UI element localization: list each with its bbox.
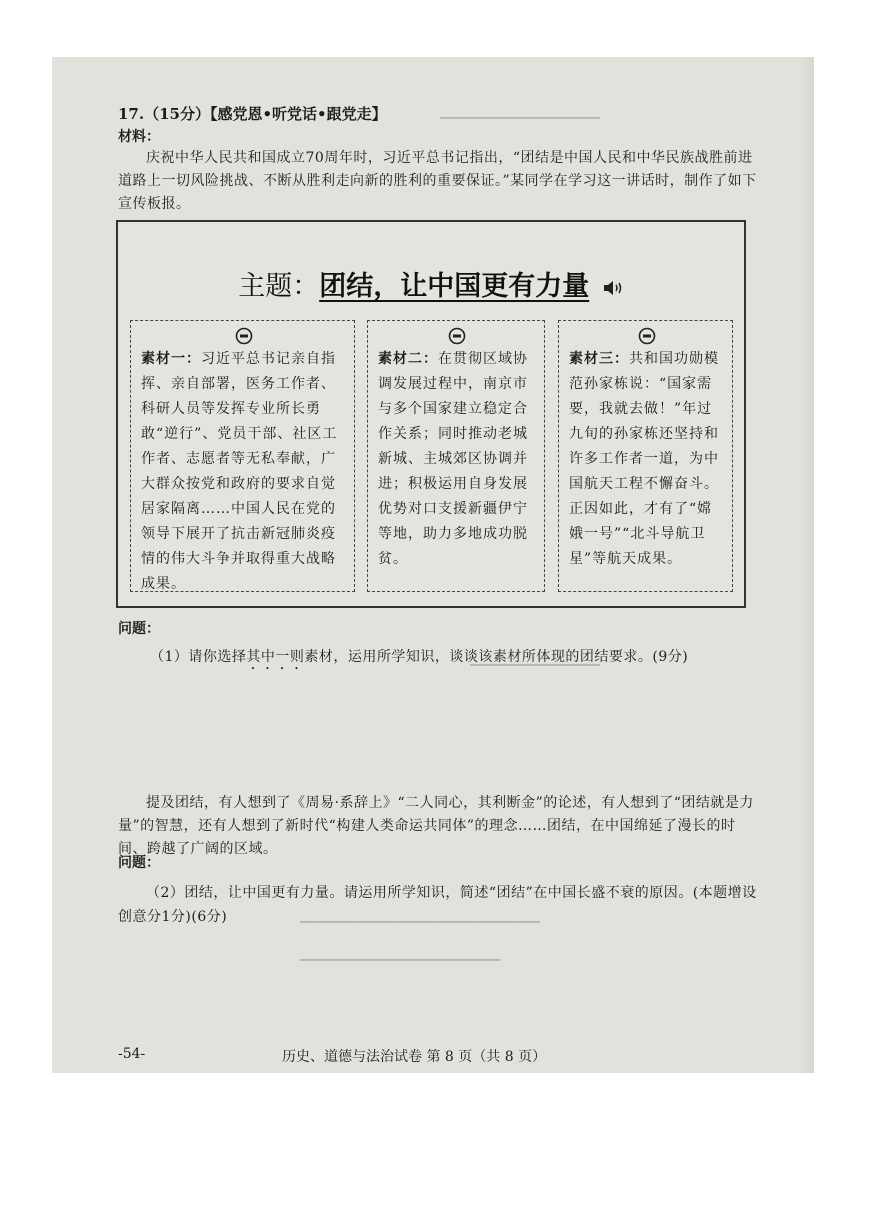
material-intro: 庆祝中华人民共和国成立70周年时，习近平总书记指出，“团结是中国人民和中华民族战胜前进道路上一切风险挑战、不断从胜利走向新的胜利的重要保证。”某同学在学习这一讲话时，制作了如下宣传板报。 xyxy=(118,150,757,212)
bleed-through-text: ▔▔▔▔▔▔▔▔▔▔▔▔▔ xyxy=(470,665,600,680)
material-text xyxy=(569,347,724,572)
propaganda-board xyxy=(116,220,746,608)
material-paragraph-2: 提及团结，有人想到了《周易·系辞上》“二人同心，其利断金”的论述，有人想到了“团结就是力量”的智慧，还有人想到了新时代“构建人类命运共同体”的理念……团结，在中国绵延了漫长的时间、跨越了广阔的区域。 xyxy=(118,795,754,857)
material-label-1: 素材一： xyxy=(141,351,201,367)
material-text xyxy=(141,347,346,597)
speaker-icon xyxy=(602,279,624,297)
question-1-suffix: 素材，运用所学知识，谈谈该素材所体现的团结要求。(9分) xyxy=(304,649,689,665)
question-2: （2）团结，让中国更有力量。请运用所学知识，简述“团结”在中国长盛不衰的原因。(本题增设创意分1分)(6分) xyxy=(118,885,757,925)
footer-text: 历史、道德与法治试卷 第 8 页（共 8 页） xyxy=(282,1049,547,1065)
material-card-1 xyxy=(130,320,355,592)
material-body-3: 共和国功勋模范孙家栋说：“国家需要，我就去做！”年过九旬的孙家栋还坚持和许多工作者一道，为中国航天工程不懈奋斗。正因如此，才有了“嫦娥一号”“北斗导航卫星”等航天成果。 xyxy=(569,351,719,567)
material-body-2: 在贯彻区域协调发展过程中，南京市与多个国家建立稳定合作关系；同时推动老城新城、主城郊区协调并进；积极运用自身发展优势对口支援新疆伊宁等地，助力多地成功脱贫。 xyxy=(378,351,528,567)
material-label: 材料： xyxy=(118,129,160,145)
material-text xyxy=(378,347,536,572)
bleed-through-text: ▔▔▔▔▔▔▔▔▔▔▔▔▔▔▔▔▔▔▔▔▔▔▔▔ xyxy=(300,922,540,937)
question-1 xyxy=(150,646,688,673)
question-1-prefix: （1）请你选择 xyxy=(150,649,247,665)
bleed-through-text: ▔▔▔▔▔▔▔▔▔▔▔▔▔▔▔▔ xyxy=(440,118,600,133)
board-title xyxy=(118,264,744,303)
material-card-3 xyxy=(558,320,733,592)
question-label: 问题： xyxy=(118,855,160,871)
paper-edge xyxy=(800,57,814,1073)
question-heading: 17.（15分）【感党恩•听党话•跟党走】 xyxy=(118,105,387,123)
question-label: 问题： xyxy=(118,621,160,637)
smile-badge-icon xyxy=(235,327,253,345)
smile-badge-icon xyxy=(638,327,656,345)
board-title-label: 主题： xyxy=(238,271,320,302)
material-label-2: 素材二： xyxy=(378,351,438,367)
page-number: -54- xyxy=(118,1046,146,1062)
board-title-text: 团结，让中国更有力量 xyxy=(319,271,590,302)
material-body-1: 习近平总书记亲自指挥、亲自部署，医务工作者、科研人员等发挥专业所长勇敢“逆行”、党员干部、社区工作者、志愿者等无私奉献，广大群众按党和政府的要求自觉居家隔离……中国人民在党的领导下展开了抗击新冠肺炎疫情的伟大斗争并取得重大战略成果。 xyxy=(141,351,338,592)
question-1-emphasis: 其中一则 xyxy=(246,649,305,665)
smile-badge-icon xyxy=(448,327,466,345)
bleed-through-text: ▔▔▔▔▔▔▔▔▔▔▔▔▔▔▔▔▔▔▔▔ xyxy=(300,960,500,975)
material-card-2 xyxy=(367,320,545,592)
material-label-3: 素材三： xyxy=(569,351,629,367)
